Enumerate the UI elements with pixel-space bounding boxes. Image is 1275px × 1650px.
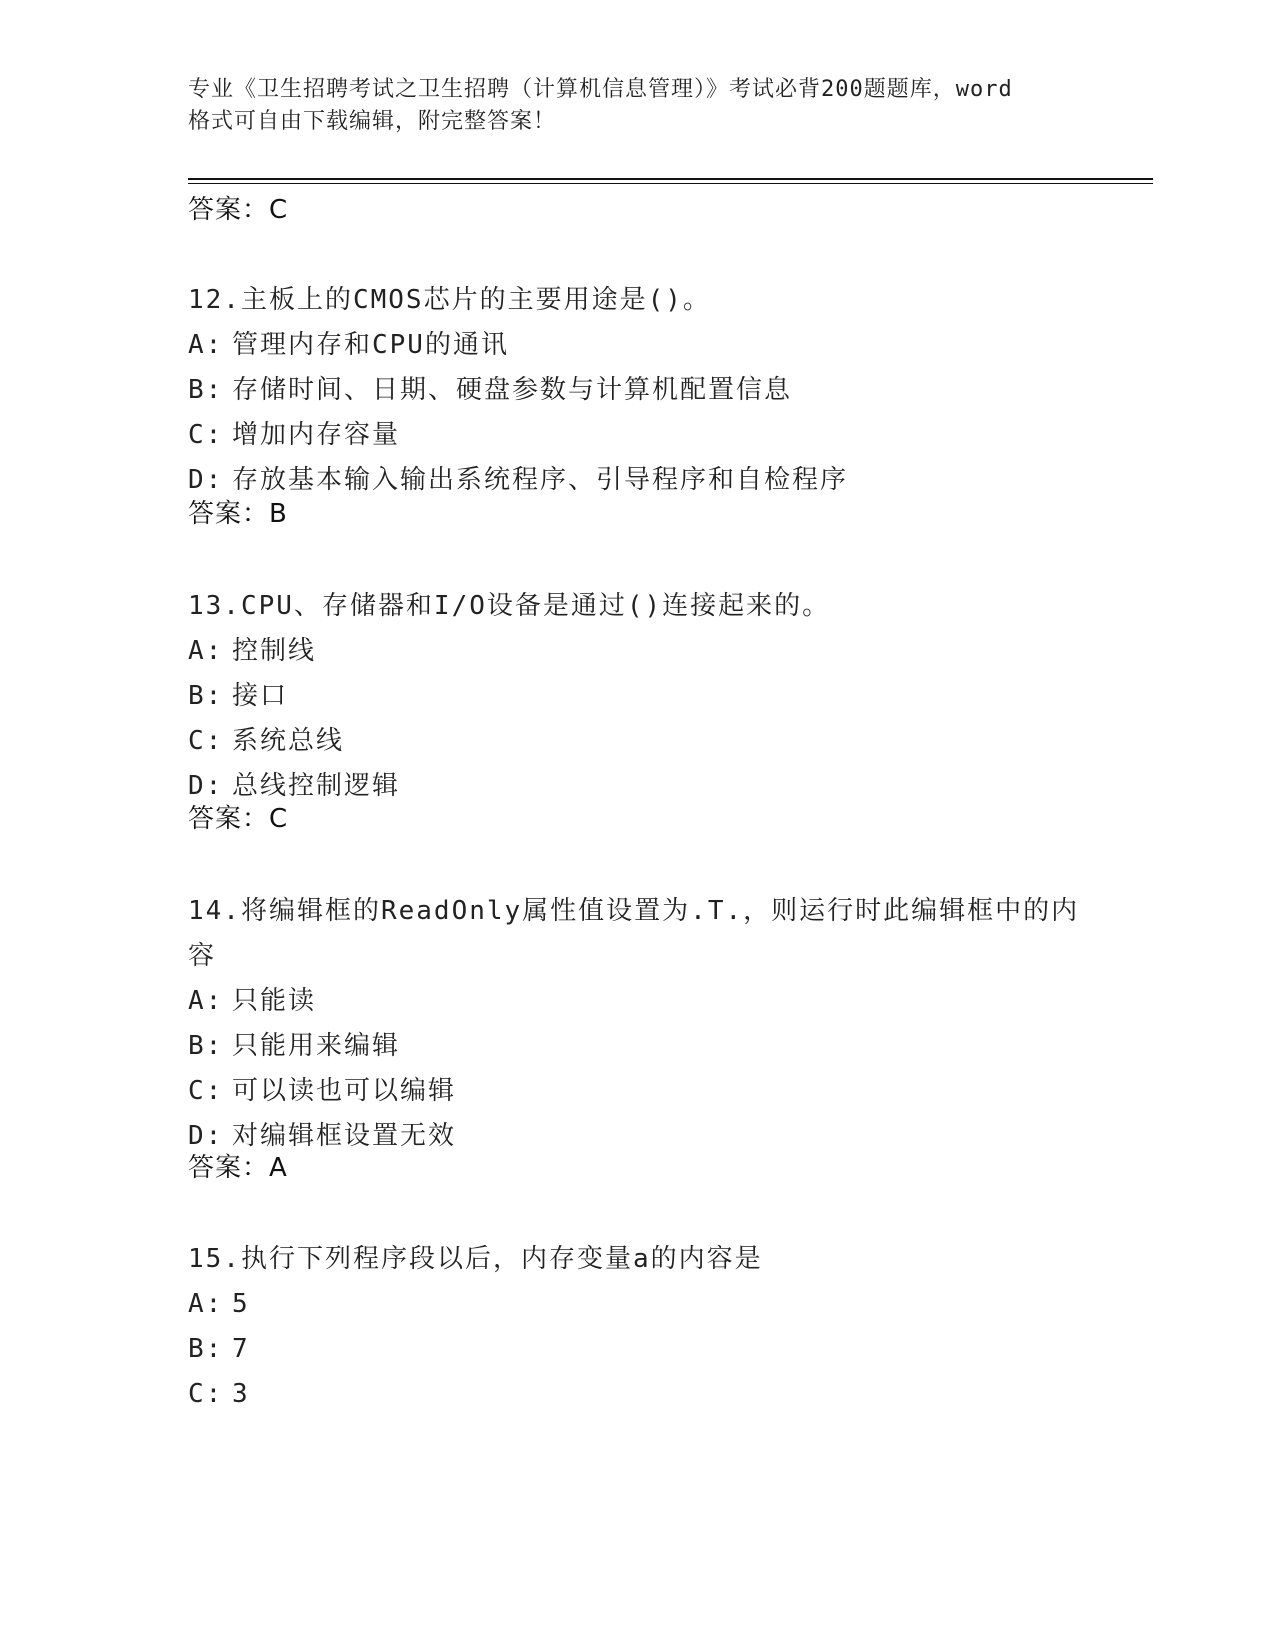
answer-11 [188, 192, 288, 228]
option-label: C: [188, 1076, 224, 1106]
answer-value: A [269, 1153, 288, 1183]
option-label: B: [188, 1031, 224, 1061]
option-label: C: [188, 1379, 224, 1409]
option-text: 接口 [232, 681, 289, 711]
option-label: D: [188, 465, 224, 495]
option-label: D: [188, 771, 224, 801]
option-text: 系统总线 [232, 726, 345, 756]
option-a [188, 1282, 1088, 1327]
option-a [188, 323, 1088, 368]
header-rule-thin [188, 183, 1153, 184]
answer-12 [188, 496, 288, 532]
option-label: B: [188, 1334, 224, 1364]
option-label: A: [188, 636, 224, 666]
question-stem-line-2: 容 [188, 941, 217, 971]
answer-label: 答案： [188, 499, 270, 529]
header-line-1: 专业《卫生招聘考试之卫生招聘（计算机信息管理）》考试必背200题题库，word [188, 77, 1013, 102]
option-text: 7 [232, 1334, 250, 1364]
header-rule-thick [188, 178, 1153, 180]
option-d [188, 1114, 1088, 1159]
question-stem-line-1: 14.将编辑框的ReadOnly属性值设置为.T.，则运行时此编辑框中的内 [188, 896, 1080, 926]
option-a [188, 629, 1088, 674]
option-label: D: [188, 1121, 224, 1151]
answer-13 [188, 801, 288, 837]
option-label: B: [188, 681, 224, 711]
option-c [188, 1069, 1088, 1114]
option-text: 对编辑框设置无效 [232, 1121, 457, 1151]
question-12 [188, 278, 1088, 503]
answer-label: 答案： [188, 1153, 270, 1183]
answer-value: C [269, 804, 289, 834]
option-c [188, 413, 1088, 458]
option-label: B: [188, 375, 224, 405]
option-text: 控制线 [232, 636, 317, 666]
option-d [188, 458, 1088, 503]
header-line-2: 格式可自由下载编辑，附完整答案！ [188, 109, 557, 134]
option-text: 管理内存和CPU的通讯 [232, 330, 509, 360]
answer-value: C [269, 195, 289, 225]
answer-value: B [269, 499, 288, 529]
option-text: 3 [232, 1379, 250, 1409]
option-text: 可以读也可以编辑 [232, 1076, 457, 1106]
option-label: A: [188, 986, 224, 1016]
question-stem: 13.CPU、存储器和I/O设备是通过()连接起来的。 [188, 591, 831, 621]
option-text: 只能用来编辑 [232, 1031, 401, 1061]
option-text: 总线控制逻辑 [232, 771, 401, 801]
option-text: 5 [232, 1289, 250, 1319]
option-b [188, 1024, 1088, 1069]
option-text: 存储时间、日期、硬盘参数与计算机配置信息 [232, 375, 793, 405]
option-label: C: [188, 726, 224, 756]
option-b [188, 1327, 1088, 1372]
answer-label: 答案： [188, 804, 270, 834]
option-a [188, 979, 1088, 1024]
option-b [188, 674, 1088, 719]
option-d [188, 764, 1088, 809]
option-label: C: [188, 420, 224, 450]
option-c [188, 1372, 1088, 1417]
option-label: A: [188, 330, 224, 360]
option-b [188, 368, 1088, 413]
question-15 [188, 1237, 1088, 1417]
option-text: 增加内存容量 [232, 420, 401, 450]
option-text: 存放基本输入输出系统程序、引导程序和自检程序 [232, 465, 849, 495]
document-header [188, 74, 1088, 138]
question-13 [188, 584, 1088, 809]
option-text: 只能读 [232, 986, 317, 1016]
option-label: A: [188, 1289, 224, 1319]
answer-14 [188, 1150, 288, 1186]
option-c [188, 719, 1088, 764]
question-stem: 15.执行下列程序段以后，内存变量a的内容是 [188, 1244, 763, 1274]
question-14 [188, 889, 1088, 1159]
question-stem: 12.主板上的CMOS芯片的主要用途是()。 [188, 285, 711, 315]
answer-label: 答案： [188, 195, 270, 225]
